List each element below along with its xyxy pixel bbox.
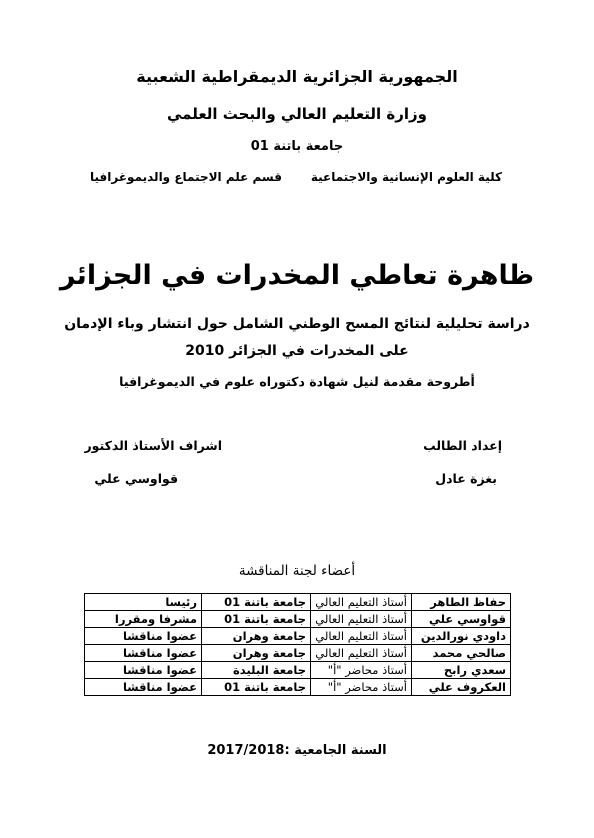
member-university: جامعة باتنة 01 [202,611,311,628]
committee-heading: أعضاء لجنة المناقشة [238,563,356,579]
member-name: قواوسي علي [412,611,511,628]
member-university: جامعة وهران [202,628,311,645]
member-role: عضوا مناقشا [85,628,202,645]
academic-year: السنة الجامعية :2017/2018 [207,743,387,758]
member-rank: أستاذ محاضر "أ" [311,679,412,696]
table-row [85,594,511,611]
degree-statement: أطروحة مقدمة لنيل شهادة دكتوراه علوم في الديموغرافيا [119,374,475,389]
supervisor-label: اشراف الأستاذ الدكتور [84,438,222,453]
member-role: عضوا مناقشا [85,679,202,696]
member-name: سعدي رابح [412,662,511,679]
thesis-subtitle-line2: على المخدرات في الجزائر 2010 [185,343,409,359]
table-row [85,645,511,662]
member-role: عضوا مناقشا [85,662,202,679]
student-label: إعداد الطالب [423,438,502,453]
ministry-name: وزارة التعليم العالي والبحث العلمي [166,105,428,123]
table-row [85,679,511,696]
member-university: جامعة البليدة [202,662,311,679]
student-name: بغزة عادل [435,471,497,486]
member-name: العكروف علي [412,679,511,696]
member-rank: أستاذ التعليم العالي [311,628,412,645]
member-university: جامعة وهران [202,645,311,662]
member-role: رئيسا [85,594,202,611]
member-name: صالحي محمد [412,645,511,662]
member-role: مشرفا ومقررا [85,611,202,628]
member-university: جامعة باتنة 01 [202,594,311,611]
university-name: جامعة باتنة 01 [250,139,344,154]
faculty-name: كلية العلوم الإنسانية والاجتماعية [310,170,502,184]
thesis-title: ظاهرة تعاطي المخدرات في الجزائر [59,260,535,291]
committee-table [84,593,511,696]
member-university: جامعة باتنة 01 [202,679,311,696]
member-name: داودي نورالدين [412,628,511,645]
member-rank: أستاذ التعليم العالي [311,594,412,611]
member-rank: أستاذ التعليم العالي [311,611,412,628]
republic-name: الجمهورية الجزائرية الديمقراطية الشعبية [136,67,458,86]
supervisor-name: قواوسي علي [94,471,178,486]
member-role: عضوا مناقشا [85,645,202,662]
member-rank: أستاذ التعليم العالي [311,645,412,662]
member-name: حفاظ الطاهر [412,594,511,611]
member-rank: أستاذ محاضر "أ" [311,662,412,679]
table-row [85,662,511,679]
department-name: قسم علم الاجتماع والديموغرافيا [90,170,282,184]
table-row [85,628,511,645]
table-row [85,611,511,628]
thesis-subtitle-line1: دراسة تحليلية لنتائج المسح الوطني الشامل حول انتشار وباء الإدمان [64,316,530,332]
